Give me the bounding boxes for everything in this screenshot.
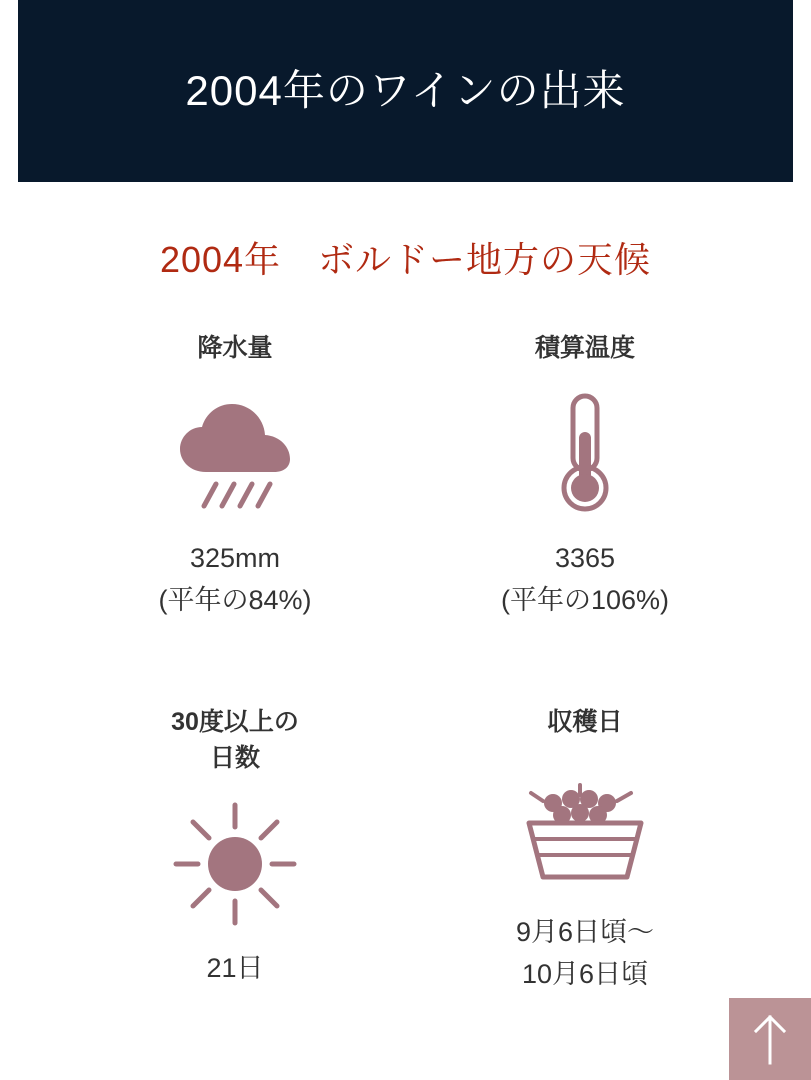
grape-basket-icon [515,762,655,894]
stat-label-hot-days [171,704,299,777]
stat-label-hot-days-line1: 30度以上の [171,707,299,736]
sun-icon [172,798,298,930]
weather-stats-grid [60,330,760,996]
stat-cell-hot-days [60,704,410,996]
stat-sub-harvest: 10月6日頃 [521,959,649,990]
page-header-banner [18,0,793,182]
thermometer-icon [545,388,625,520]
stat-value-hot-days: 21日 [206,953,264,984]
arrow-up-icon [748,1013,792,1065]
rain-cloud-icon [170,388,300,520]
stat-label-temperature: 積算温度 [534,334,635,362]
page-title: 2004年のワインの出来 [185,66,626,114]
stat-cell-temperature [410,330,760,622]
stat-value-rainfall: 325mm [189,543,281,574]
stat-sub-rainfall: (平年の84%) [158,585,312,616]
stat-label-hot-days-line2: 日数 [209,744,260,773]
stat-label-rainfall: 降水量 [197,334,273,362]
section-heading: 2004年 ボルドー地方の天候 [159,239,652,280]
stat-value-harvest: 9月6日頃〜 [515,917,655,948]
stat-cell-rainfall [60,330,410,622]
stat-value-temperature: 3365 [554,543,616,574]
stat-cell-harvest [410,704,760,996]
stat-label-harvest: 収穫日 [547,707,623,736]
scroll-to-top-button[interactable] [729,998,811,1080]
stat-sub-temperature: (平年の106%) [500,585,670,616]
